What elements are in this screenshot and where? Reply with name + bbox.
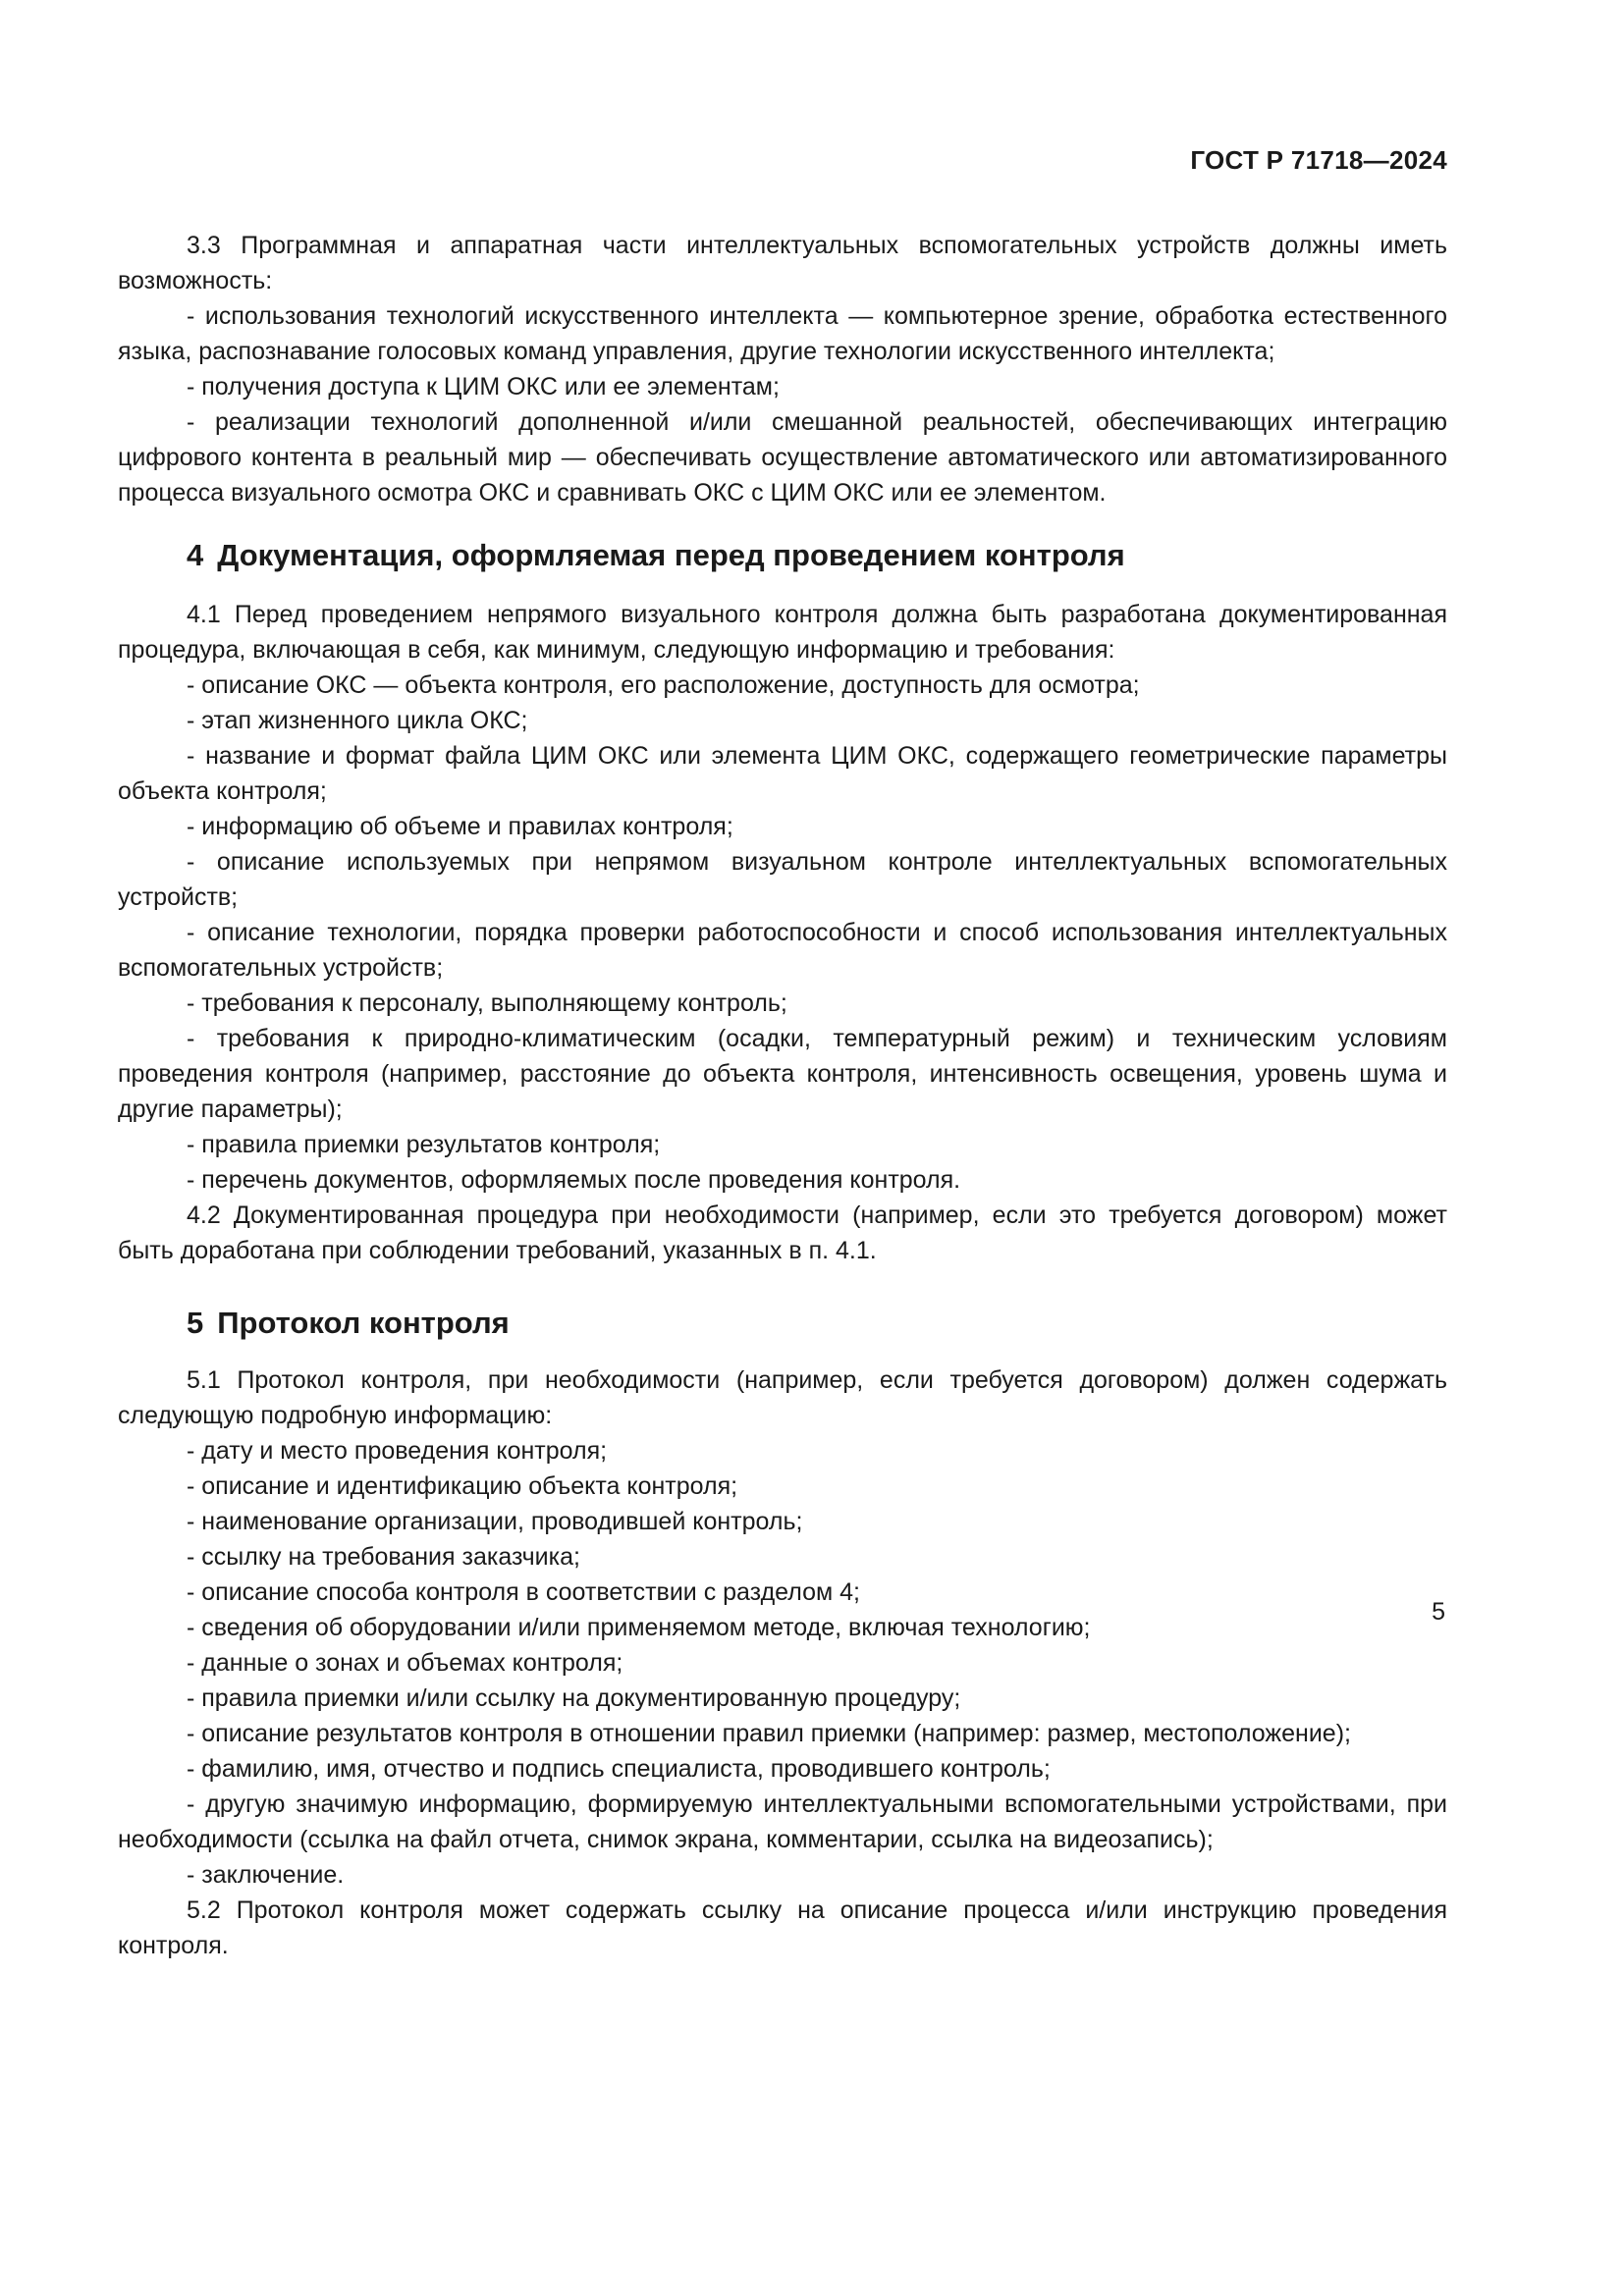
list-item: - ссылку на требования заказчика; xyxy=(187,1543,580,1571)
list-item: - название и формат файла ЦИМ ОКС или элемента ЦИМ ОКС, содержащего геометрические параметры объекта контроля; xyxy=(118,742,1447,805)
list-item: - данные о зонах и объемах контроля; xyxy=(187,1649,623,1677)
document-code-header: ГОСТ Р 71718—2024 xyxy=(1190,145,1447,175)
paragraph-4-1: 4.1 Перед проведением непрямого визуального контроля должна быть разработана документированная процедура, включающая в себя, как минимум, следующую информацию и требования: xyxy=(118,601,1447,664)
section-title: Протокол контроля xyxy=(217,1306,510,1340)
list-item: - сведения об оборудовании и/или применяемом методе, включая технологию; xyxy=(187,1614,1091,1641)
list-item: - описание ОКС — объекта контроля, его расположение, доступность для осмотра; xyxy=(187,671,1140,699)
paragraph-4-2: 4.2 Документированная процедура при необходимости (например, если это требуется договором) может быть доработана при соблюдении требований, указанных в п. 4.1. xyxy=(118,1201,1447,1264)
list-item: - другую значимую информацию, формируемую интеллектуальными вспомогательными устройствами, при необходимости (ссылка на файл отчета, снимок экрана, комментарии, ссылка на видеозапись); xyxy=(118,1790,1447,1853)
list-item: - информацию об объеме и правилах контроля; xyxy=(187,813,733,840)
paragraph-5-2: 5.2 Протокол контроля может содержать ссылку на описание процесса и/или инструкцию проведения контроля. xyxy=(118,1896,1447,1959)
list-item: - этап жизненного цикла ОКС; xyxy=(187,707,528,734)
list-item: - описание способа контроля в соответствии с разделом 4; xyxy=(187,1578,860,1606)
list-item: - реализации технологий дополненной и/или смешанной реальностей, обеспечивающих интеграцию цифрового контента в реальный мир — обеспечивать осуществление автоматического или автоматизированного процесса визуального осмотра ОКС и сравнивать ОКС с ЦИМ ОКС или ее элементом. xyxy=(118,408,1447,507)
section-number: 5 xyxy=(187,1306,204,1340)
list-item: - получения доступа к ЦИМ ОКС или ее элементам; xyxy=(187,373,780,400)
list-item: - наименование организации, проводившей контроль; xyxy=(187,1508,803,1535)
list-item: - дату и место проведения контроля; xyxy=(187,1437,608,1465)
list-item: - фамилию, имя, отчество и подпись специалиста, проводившего контроль; xyxy=(187,1755,1051,1783)
list-item: - перечень документов, оформляемых после проведения контроля. xyxy=(187,1166,961,1194)
page-content xyxy=(118,228,1447,1963)
list-item: - использования технологий искусственного интеллекта — компьютерное зрение, обработка естественного языка, распознавание голосовых команд управления, другие технологии искусственного интеллекта; xyxy=(118,302,1447,365)
section-4-heading xyxy=(118,536,1447,575)
list-item: - требования к природно-климатическим (осадки, температурный режим) и техническим условиям проведения контроля (например, расстояние до объекта контроля, интенсивность освещения, уровень шума и другие параметры); xyxy=(118,1025,1447,1123)
section-number: 4 xyxy=(187,538,204,572)
section-title: Документация, оформляемая перед проведением контроля xyxy=(217,538,1125,572)
page-number: 5 xyxy=(1432,1598,1445,1626)
list-item: - описание и идентификацию объекта контроля; xyxy=(187,1472,738,1500)
paragraph-5-1: 5.1 Протокол контроля, при необходимости (например, если требуется договором) должен содержать следующую подробную информацию: xyxy=(118,1366,1447,1429)
list-item: - описание технологии, порядка проверки работоспособности и способ использования интеллектуальных вспомогательных устройств; xyxy=(118,919,1447,982)
list-item: - описание результатов контроля в отношении правил приемки (например: размер, местоположение); xyxy=(187,1720,1351,1747)
list-item: - описание используемых при непрямом визуальном контроле интеллектуальных вспомогательных устройств; xyxy=(118,848,1447,911)
section-5-heading xyxy=(118,1304,1447,1343)
list-item: - требования к персоналу, выполняющему контроль; xyxy=(187,989,787,1017)
paragraph-3-3: 3.3 Программная и аппаратная части интеллектуальных вспомогательных устройств должны иметь возможность: xyxy=(118,232,1447,294)
list-item: - заключение. xyxy=(187,1861,345,1889)
list-item: - правила приемки результатов контроля; xyxy=(187,1131,661,1158)
list-item: - правила приемки и/или ссылку на документированную процедуру; xyxy=(187,1684,961,1712)
